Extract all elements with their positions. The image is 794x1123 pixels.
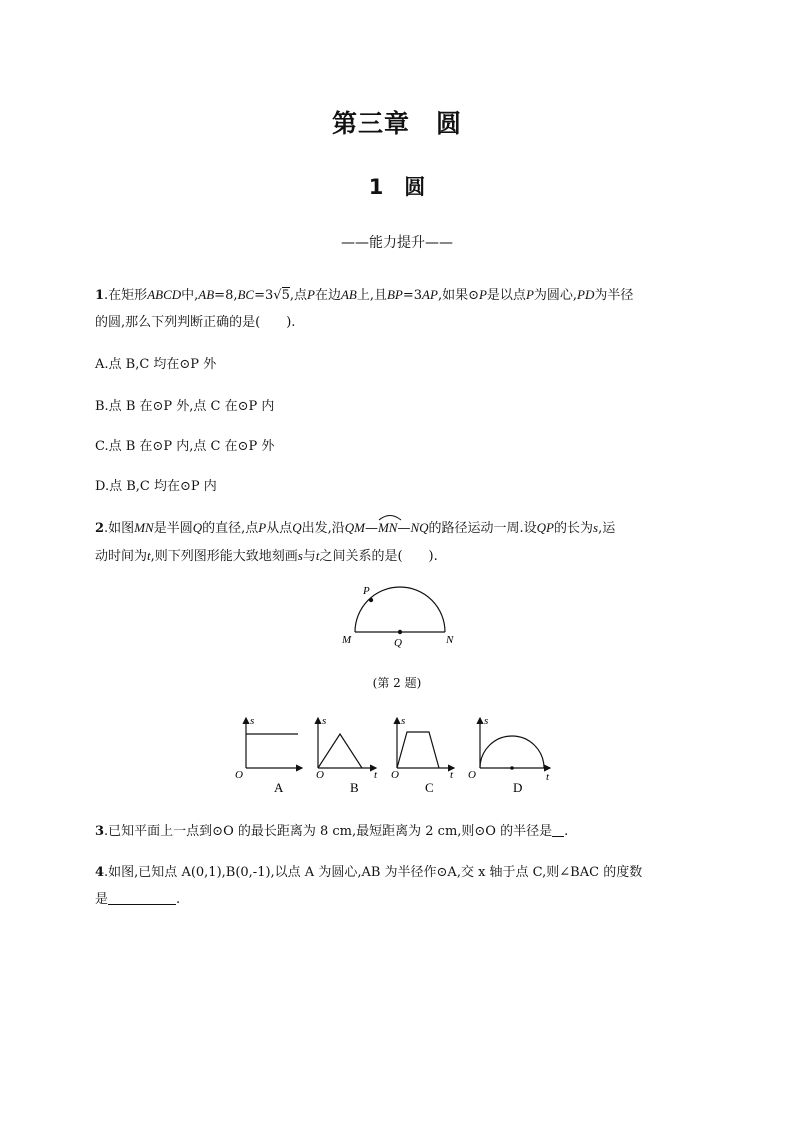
label-m: M xyxy=(342,634,352,646)
q4-text: 是 xyxy=(95,892,109,907)
section-title: 1 圆 xyxy=(368,175,426,199)
q1-number: 1 xyxy=(95,288,105,303)
sqrt-radicand: 5 xyxy=(281,288,290,303)
label-n: N xyxy=(446,634,454,646)
q3-text: .已知平面上一点到⊙O 的最长距离为 8 cm,最短距离为 2 cm,则⊙O 的半径是 xyxy=(104,824,553,839)
graph-d-curve xyxy=(480,736,544,768)
q2-text: 动时间为 xyxy=(95,549,148,564)
var: ABCD xyxy=(147,287,182,302)
q1-text: 是以点 xyxy=(486,288,526,303)
label-p: P xyxy=(363,585,370,597)
q2-text: ,则下列图形能大致地刻画 xyxy=(150,549,298,564)
q1-line2: 的圆,那么下列判断正确的是( ). xyxy=(95,315,296,330)
graph-a-origin-label: O xyxy=(235,769,243,781)
var: MN xyxy=(134,520,154,535)
graph-b-s-label: s xyxy=(322,715,327,727)
q1-option-c: C.点 B 在⊙P 内,点 C 在⊙P 外 xyxy=(95,439,275,454)
var: AB xyxy=(340,287,357,302)
sqrt-symbol: √ xyxy=(273,288,282,303)
graph-c-origin-label: O xyxy=(391,769,399,781)
graph-d-t-label: t xyxy=(546,771,550,783)
q1-text: =3 xyxy=(254,288,274,303)
graph-c-curve xyxy=(397,732,439,768)
point-p xyxy=(369,598,373,602)
q1-text: ,点 xyxy=(289,288,307,303)
graph-d-center xyxy=(510,766,514,770)
graph-c-t-label: t xyxy=(450,769,454,781)
q2-text: ,运 xyxy=(598,521,616,536)
option-graphs xyxy=(232,712,562,800)
q2-text: — xyxy=(397,521,411,536)
var: QP xyxy=(536,520,554,535)
graph-b-origin-label: O xyxy=(316,769,324,781)
graph-b-curve xyxy=(318,734,362,768)
q1-text: 在边 xyxy=(314,288,341,303)
var: P xyxy=(525,287,534,302)
q1-text: 中, xyxy=(181,288,199,303)
graph-d-label: D xyxy=(513,780,523,795)
q2-text: 是半圆 xyxy=(153,521,193,536)
q1-text: =3 xyxy=(402,288,423,303)
q4-line1 xyxy=(95,863,642,883)
var: AP xyxy=(422,287,438,302)
center-point xyxy=(398,630,402,634)
q1-option-d: D.点 B,C 均在⊙P 内 xyxy=(95,479,217,494)
q1-text: ,如果⊙ xyxy=(437,288,479,303)
var: s xyxy=(593,520,599,535)
q1-option-a: A.点 B,C 均在⊙P 外 xyxy=(95,357,217,372)
graph-c xyxy=(391,715,454,795)
graph-b-t-label: t xyxy=(374,769,378,781)
q2-text: 从点 xyxy=(266,521,293,536)
q3-answer-blank[interactable] xyxy=(552,822,564,837)
var: t xyxy=(147,548,151,563)
arc-symbol xyxy=(378,513,402,521)
var: AB xyxy=(198,287,215,302)
var: QM xyxy=(344,520,365,535)
q1-text: .在矩形 xyxy=(104,288,148,303)
graph-d-s-label: s xyxy=(484,715,489,727)
graph-c-s-label: s xyxy=(401,715,406,727)
q4-number: 4 xyxy=(95,865,105,880)
graph-a-s-label: s xyxy=(250,715,255,727)
graph-b-label: B xyxy=(350,780,359,795)
graph-a xyxy=(235,715,302,795)
q2-text: 的长为 xyxy=(554,521,594,536)
q4-text: .如图,已知点 A(0,1),B(0,-1),以点 A 为圆心,AB 为半径作⊙A,交 x 轴于点 C,则∠BAC 的度数 xyxy=(104,865,643,880)
q2-text: .如图 xyxy=(104,521,135,536)
q2-line2 xyxy=(95,546,438,567)
q2-text: 出发,沿 xyxy=(301,521,345,536)
q3-line xyxy=(95,822,568,842)
q2-text: 之间关系的是( ). xyxy=(319,549,438,564)
q2-text: 的直径,点 xyxy=(202,521,259,536)
var: NQ xyxy=(410,520,429,535)
var: MN xyxy=(377,520,398,535)
subsection-heading: ——能力提升—— xyxy=(341,235,453,251)
var: PD xyxy=(577,287,595,302)
q1-text: =8, xyxy=(214,288,238,303)
q1-text: 为圆心, xyxy=(533,288,578,303)
q1-text: 上,且 xyxy=(356,288,387,303)
chapter-title: 第三章 圆 xyxy=(331,109,462,138)
figure-caption: (第 2 题) xyxy=(372,676,422,690)
var: t xyxy=(315,548,320,563)
var: Q xyxy=(192,520,203,535)
graph-d xyxy=(468,715,550,795)
var: Q xyxy=(292,520,302,535)
var: P xyxy=(258,520,267,535)
var: s xyxy=(297,548,303,563)
var: BC xyxy=(237,287,255,302)
q1-text: 为半径 xyxy=(594,288,634,303)
q2-text: — xyxy=(364,521,378,536)
graph-d-origin-label: O xyxy=(468,769,476,781)
q1-option-b: B.点 B 在⊙P 外,点 C 在⊙P 内 xyxy=(95,399,275,414)
q2-line1 xyxy=(95,518,615,539)
q2-text: 的路径运动一周.设 xyxy=(428,521,537,536)
graph-b xyxy=(316,715,378,795)
q3-text-end: . xyxy=(564,824,569,839)
semicircle-figure xyxy=(330,580,470,650)
var: P xyxy=(478,287,487,302)
graph-a-label: A xyxy=(274,780,284,795)
var: P xyxy=(306,287,315,302)
q4-text-end: . xyxy=(176,892,181,907)
var: BP xyxy=(386,287,403,302)
q3-number: 3 xyxy=(95,824,105,839)
q4-line2 xyxy=(95,890,180,910)
arc-notation xyxy=(378,518,398,539)
q4-answer-blank[interactable] xyxy=(108,890,176,905)
q2-text: 与 xyxy=(302,549,316,564)
q1-line1 xyxy=(95,285,633,306)
label-q: Q xyxy=(394,637,402,649)
graph-c-label: C xyxy=(425,780,434,795)
q2-number: 2 xyxy=(95,521,105,536)
